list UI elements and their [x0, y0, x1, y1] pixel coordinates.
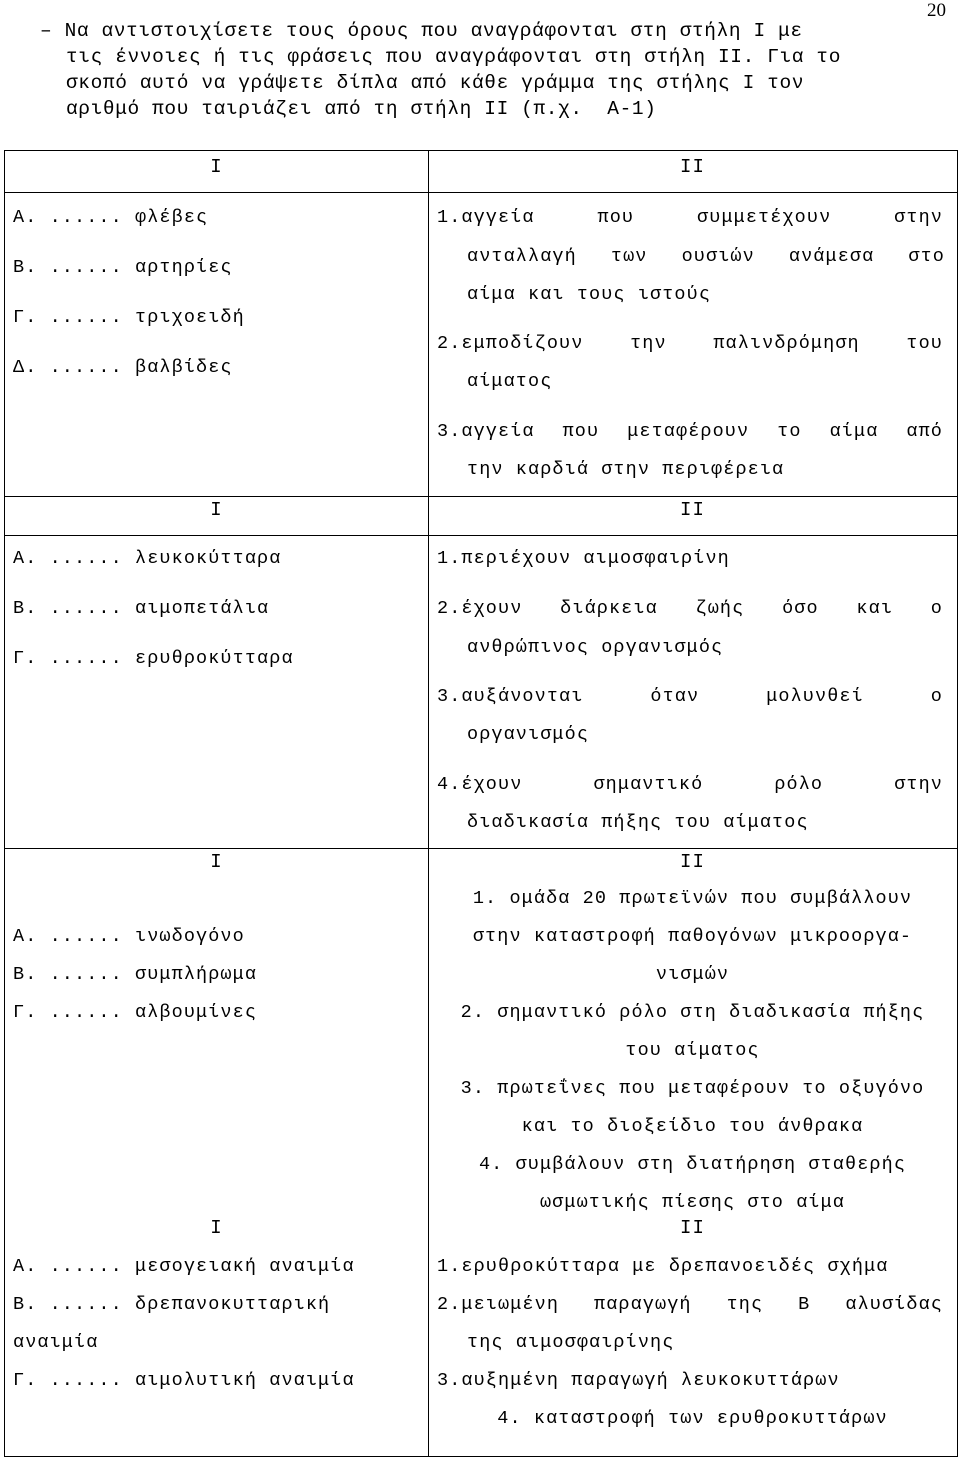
definition-line: 4. καταστροφή των ερυθροκυττάρων [497, 1408, 888, 1429]
definition-line: στην καταστροφή παθογόνων μικροοργα- [472, 926, 913, 947]
definition-line: του αίματος [625, 1040, 760, 1061]
definition-line: νισμών [655, 964, 730, 985]
term-item: Γ. ...... ερυθροκύτταρα [13, 648, 294, 669]
definition-line: 1.ερυθροκύτταρα με δρεπανοειδές σχήμα [437, 1256, 889, 1277]
column-i-header: Ι [210, 156, 223, 178]
definition-line: αίμα και τους ιστούς [467, 284, 712, 305]
definition-line: 2. σημαντικό ρόλο στη διαδικασία πήξης [460, 1002, 925, 1023]
definition-line: ωσμωτικής πίεσης στο αίμα [539, 1192, 846, 1213]
column-ii-header: ΙΙ [679, 156, 705, 178]
term-item: Β. ...... συμπλήρωμα [13, 964, 258, 985]
term-item: Α. ...... ινωδογόνο [13, 926, 245, 947]
instruction-line: σκοπό αυτό να γράψετε δίπλα από κάθε γράμμα της στήλης Ι τον [66, 72, 805, 94]
term-item: Γ. ...... αιμολυτική αναιμία [13, 1370, 355, 1391]
instruction-line: – Να αντιστοιχίσετε τους όρους που αναγράφονται στη στήλη Ι με [40, 20, 803, 42]
definition-line: διαδικασία πήξης του αίματος [467, 812, 809, 833]
definition-line: οργανισμός [467, 724, 590, 745]
definition-line: 2.εμποδίζουν την παλινδρόμηση του [437, 333, 943, 354]
group-divider [5, 496, 957, 497]
definition-line: αίματος [467, 371, 553, 392]
instructions [40, 18, 945, 122]
term-item: Α. ...... μεσογειακή αναιμία [13, 1256, 355, 1277]
instruction-line: αριθμό που ταιριάζει από τη στήλη ΙΙ (π.χ. Α-1) [66, 98, 657, 120]
term-item: Γ. ...... αλβουμίνες [13, 1002, 258, 1023]
column-i-header: Ι [210, 851, 223, 873]
term-item: Α. ...... φλέβες [13, 207, 209, 228]
page-number: 20 [927, 0, 946, 21]
definition-line: ανθρώπινος οργανισμός [467, 637, 724, 658]
column-ii-header: ΙΙ [679, 851, 705, 873]
column-ii-header: ΙΙ [679, 499, 705, 521]
definition-line: ανταλλαγή των ουσιών ανάμεσα στο [467, 246, 945, 267]
definition-line: την καρδιά στην περιφέρεια [467, 459, 785, 480]
header-divider [5, 535, 957, 536]
column-divider [428, 151, 429, 1456]
term-item: Γ. ...... τριχοειδή [13, 307, 245, 328]
definition-line: 3.αγγεία που μεταφέρουν το αίμα από [437, 421, 943, 442]
definition-line: 3.αυξημένη παραγωγή λευκοκυττάρων [437, 1370, 840, 1391]
term-item: Δ. ...... βαλβίδες [13, 357, 233, 378]
term-item: Β. ...... αιμοπετάλια [13, 598, 270, 619]
definition-line: 4.έχουν σημαντικό ρόλο στην [437, 774, 943, 795]
column-ii-header: ΙΙ [679, 1217, 705, 1239]
definition-line: 4. συμβάλουν στη διατήρηση σταθερής [478, 1154, 907, 1175]
definition-line: 1.περιέχουν αιμοσφαιρίνη [437, 548, 730, 569]
definition-line: 2.μειωμένη παραγωγή της Β αλυσίδας [437, 1294, 943, 1315]
matching-table [4, 150, 958, 1457]
group-divider [5, 848, 957, 849]
term-item-continuation: αναιμία [13, 1332, 99, 1353]
term-item: Α. ...... λευκοκύτταρα [13, 548, 282, 569]
definition-line: 1. ομάδα 20 πρωτεϊνών που συμβάλλουν [472, 888, 913, 909]
column-i-header: Ι [210, 499, 223, 521]
definition-line: 3.αυξάνονται όταν μολυνθεί ο [437, 686, 943, 707]
definition-line: 3. πρωτεΐνες που μεταφέρουν το οξυγόνο [460, 1078, 925, 1099]
header-divider [5, 192, 957, 193]
definition-line: 1.αγγεία που συμμετέχουν στην [437, 207, 943, 228]
column-i-header: Ι [210, 1217, 223, 1239]
definition-line: και το διοξείδιο του άνθρακα [521, 1116, 864, 1137]
definition-line: της αιμοσφαιρίνης [467, 1332, 675, 1353]
definition-line: 2.έχουν διάρκεια ζωής όσο και ο [437, 598, 943, 619]
term-item: Β. ...... δρεπανοκυτταρική [13, 1294, 331, 1315]
term-item: Β. ...... αρτηρίες [13, 257, 233, 278]
instruction-line: τις έννοιες ή τις φράσεις που αναγράφονται στη στήλη ΙΙ. Για το [66, 46, 842, 68]
